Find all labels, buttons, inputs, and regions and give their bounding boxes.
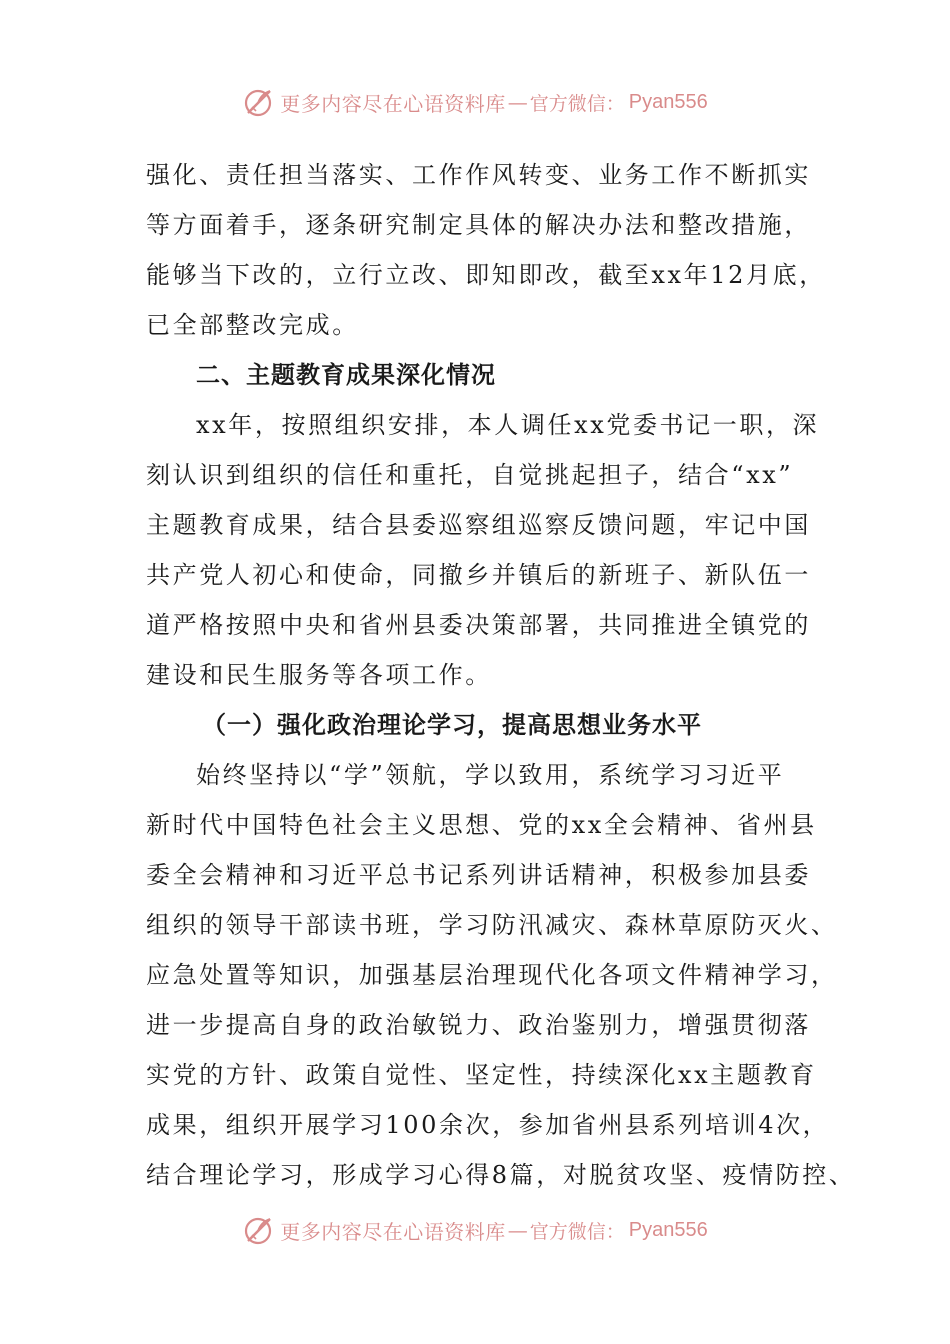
watermark-separator: — (507, 1218, 528, 1242)
body-line: 组织的领导干部读书班，学习防汛减灾、森林草原防灭火、 (146, 911, 838, 939)
quill-logo-icon (242, 1213, 276, 1247)
watermark-wechat-id: Pyan556 (628, 90, 708, 113)
body-line: 委全会精神和习近平总书记系列讲话精神，积极参加县委 (146, 861, 811, 889)
body-line: 强化、责任担当落实、工作作风转变、业务工作不断抓实 (146, 161, 811, 189)
watermark-brand-text: 更多内容尽在心语资料库 (280, 1219, 506, 1244)
subsection-heading: （一）强化政治理论学习，提高思想业务水平 (202, 710, 702, 739)
header-watermark (0, 82, 950, 122)
body-line: 应急处置等知识，加强基层治理现代化各项文件精神学习， (146, 961, 838, 989)
document-body (146, 150, 856, 1200)
watermark-brand-text: 更多内容尽在心语资料库 (280, 91, 506, 116)
footer-watermark (0, 1210, 950, 1250)
body-line: 建设和民生服务等各项工作。 (146, 661, 492, 689)
body-line: 已全部整改完成。 (146, 311, 359, 339)
body-line: 实党的方针、政策自觉性、坚定性，持续深化xx主题教育 (146, 1061, 817, 1089)
body-line: 新时代中国特色社会主义思想、党的xx全会精神、省州县 (146, 811, 817, 839)
body-line: 等方面着手，逐条研究制定具体的解决办法和整改措施， (146, 211, 811, 239)
paragraph-first-line: xx年，按照组织安排，本人调任xx党委书记一职，深 (196, 411, 820, 439)
body-line: 主题教育成果，结合县委巡察组巡察反馈问题，牢记中国 (146, 511, 811, 539)
watermark-wechat-label: 官方微信： (529, 1220, 625, 1243)
body-line: 道严格按照中央和省州县委决策部署，共同推进全镇党的 (146, 611, 811, 639)
body-line: 进一步提高自身的政治敏锐力、政治鉴别力，增强贯彻落 (146, 1011, 811, 1039)
quill-logo-icon (242, 85, 276, 119)
section-heading: 二、主题教育成果深化情况 (196, 360, 496, 389)
paragraph-first-line: 始终坚持以“学”领航，学以致用，系统学习习近平 (196, 761, 785, 789)
watermark-wechat-label: 官方微信： (529, 92, 625, 115)
body-line: 成果，组织开展学习100余次，参加省州县系列培训4次， (146, 1111, 830, 1139)
watermark-wechat-id: Pyan556 (628, 1218, 708, 1241)
body-line: 能够当下改的，立行立改、即知即改，截至xx年12月底， (146, 261, 826, 289)
body-line: 共产党人初心和使命，同撤乡并镇后的新班子、新队伍一 (146, 561, 811, 589)
body-line: 刻认识到组织的信任和重托，自觉挑起担子，结合“xx” (146, 461, 794, 489)
body-line: 结合理论学习，形成学习心得8篇，对脱贫攻坚、疫情防控、 (146, 1161, 856, 1189)
watermark-separator: — (507, 90, 528, 114)
